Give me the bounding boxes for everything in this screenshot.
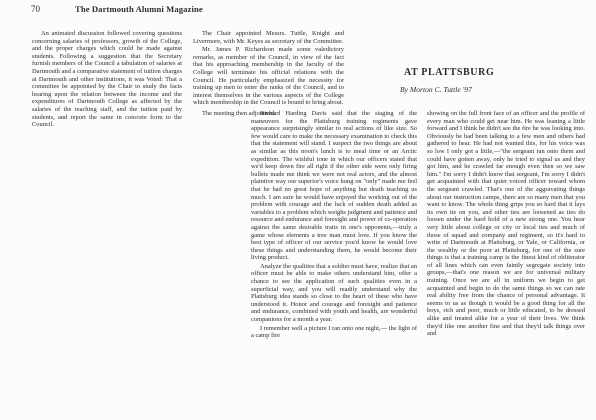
council-minutes-left-column bbox=[32, 30, 182, 196]
article-paragraph: Analyze the qualities that a soldier must have, realize that an officer must be able to make others understand him, offer a chance to see the application of such qualities even in a superficial way, and you will readily understand why the Plattsburg idea stands so close to the heart of these who have understood it. Honor and courage and foresight and patience and endurance, combined with youth and health, are wonderful companions for a month a year. bbox=[251, 262, 417, 324]
article-paragraph: showing on the full front face of an officer and the profile of every man who could get near him. He was leaning a little forward and I think he didn't see the fire he was looking into. Obviously he had been talking to a few men and others had gathered to hear. He had not wanted this, for his voice was so low I only got a little,—"the sergeant ran onto them and could have gotten away, only he tried to signal us and they got him, and he crawled far enough even then so we saw him." I'm sorry I didn't know that sergeant, I'm sorry I didn't get acquainted with that quiet voiced officer toward whom the sergeant crawled. That's one of the aggravating things about our instruction camps, there are so many men that you want to know. The whole thing grips you so hard that it lays its own tie on you, and other ties are loosened as ties do loosen under the hard hold of a new strong one. You hear very little about college or city or local ties and much of those of squad and company and regiment, so it's hard to write of Dartmouth at Plattsburg, or Yale, or California, or the wealthy or the poor at Plattsburg, for one of the sure things is that a training camp is the finest kind of obliterator of all lines which can even faintly segregate society into groups,—that's one reason we are for universal military training. Once we are all in uniform we begin to get acquainted and begin to do the same things so we can rate real ability free from the chance of personal advantage. It seems to us as though it would be a good thing for all the boys, rich and poor, much or little educated, to be dressed alike and treated alike for a year of their lives. We think they'd like one another fine and that they'd talk things over and bbox=[427, 110, 585, 338]
meeting-adjourned-line: The meeting then adjourned. bbox=[202, 109, 277, 117]
article-column-2 bbox=[427, 110, 585, 416]
page-number: 70 bbox=[31, 4, 40, 14]
council-minutes-paragraph: The Chair appointed Messrs. Tuttle, Knight and Livermore, with Mr. Keyes as secretary of the Committee. bbox=[193, 30, 344, 45]
article-title: AT PLATTSBURG bbox=[404, 67, 495, 78]
running-head-title: The Dartmouth Alumni Magazine bbox=[75, 4, 203, 14]
council-minutes-paragraph: Mr. James P. Richardson made some valedictory remarks, as member of the Council, in view of the fact that his approaching membership in the faculty of the College will terminate his official relations with the Council. He particularly emphasized the necessity for training up men to enter the ranks of the Council, and to interest themselves in the various aspects of the College which membership in the Council is bound to bring about. bbox=[193, 46, 344, 107]
article-paragraph: Richard Harding Davis said that the staging of the maneuvers for the Plattsburg training regiments gave appearance surprisingly similar to real actions of like size. So few would care to make the necessary examination to check this that the statement will stand. I suspect the two things are about as similar as this noon's lunch is to meal time or an Arctic expedition. The wishful tone in which our officers stated that we'd keep down fire all right if the other side were only firing bullets made me think we were not real actors, and the almost plaintive way our superior's voice hung on "only" made me feel that he had no great hope of anything but death teaching us much. I am sure he would have enjoyed the working out of the problem with courage and the luck of sudden death added as variables to a problem which weighs judgment and patience and resource and endurance and foresight and power of co-operation against the same desirable traits in one's opponents,—truly a game whose elements a tree man must love. If you know the best type of officer of our service you'd know he would love these things and understanding them, he would become their living product. bbox=[251, 110, 417, 262]
article-paragraph: I remember well a picture I ran onto one night,— the light of a camp fire bbox=[251, 324, 417, 340]
council-minutes-paragraph: An animated discussion followed covering questions concerning salaries of professors, growth of the College, and the proper charges which could be made against students. Following a suggestion that the Secretary furnish members of the Council a tabulation of salaries at Dartmouth and a comparative statement of tuition charges at Dartmouth and other institutions, it was Voted: That a committee be appointed by the Chair to study the facts bearing upon the relation between the income and the expenditures of Dartmouth College as affected by the salaries of the teaching staff, and the tuition paid by students, and report the same in concrete form to the Council. bbox=[32, 30, 182, 129]
article-column-1 bbox=[251, 110, 417, 416]
article-byline: By Morton C. Tuttle '97 bbox=[400, 85, 472, 94]
